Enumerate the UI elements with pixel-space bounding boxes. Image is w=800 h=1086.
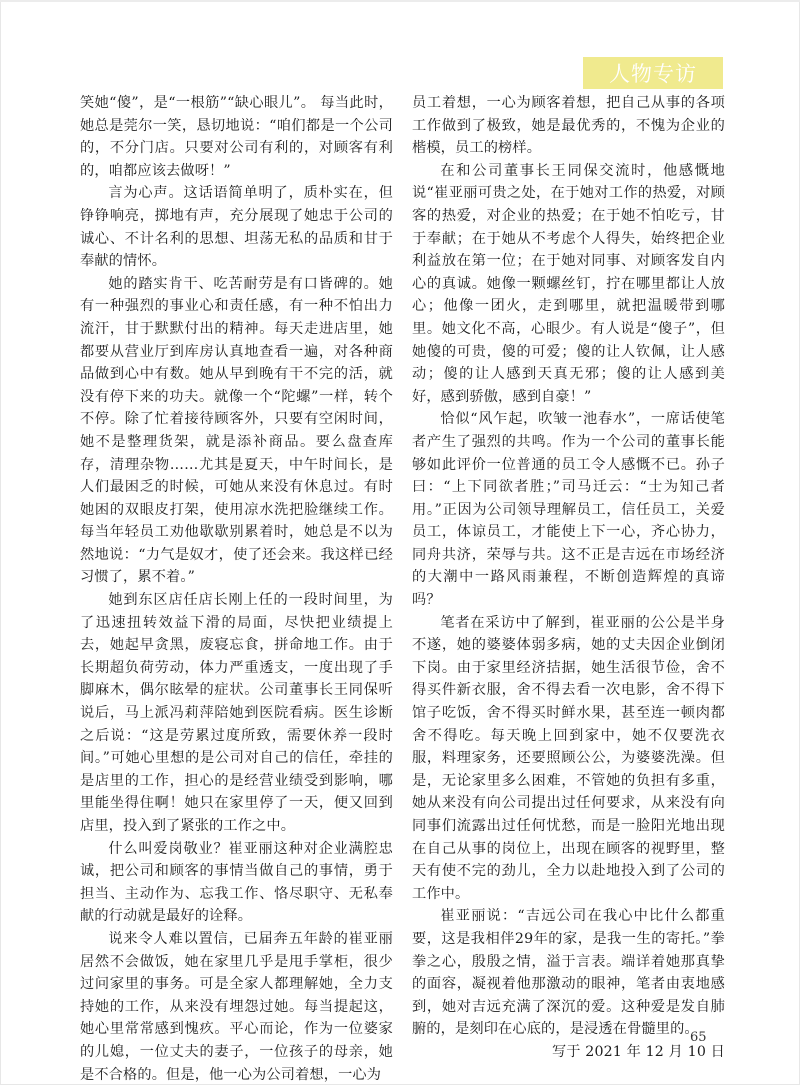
body-paragraph: 她到东区店任店长刚上任的一段时间里，为了迅速扭转效益下滑的局面，尽快把业绩提上去，她起早贪黑，废寝忘食，拼命地工作。由于长期超负荷劳动，体力严重透支，一度出现了手脚麻木，偶尔眩晕的症状。公司董事长王同保听说后，马上派冯莉萍陪她到医院看病。医生诊断之后说：“这是劳累过度所致，需要休养一段时间。”可她心里想的是公司对自己的信任，牵挂的是店里的工作，担心的是经营业绩受到影响，哪里能坐得住啊！她只在家里停了一天，便又回到店里，投入到了紧张的工作之中。 (80, 592, 393, 834)
body-paragraph: 说来令人难以置信，已届奔五年龄的崔亚丽居然不会做饭，她在家里几乎是甩手掌柜，很少过问家里的事务。可是全家人都理解她，全力支持她的工作，从来没有埋怨过她。每当提起这，她心里常常感到愧疚。平心而论，作为一位婆家的儿媳，一位丈夫的妻子，一位孩子的母亲，她是不合格的。但是，他一心为公司着想，一心为 (80, 930, 393, 1083)
section-tag-label: 人物专访 (609, 62, 697, 86)
signoff-date: 写于 2021 年 12 月 10 日 (551, 1043, 725, 1060)
body-paragraph: 恰似“风乍起，吹皱一池春水”，一席话使笔者产生了强烈的共鸣。作为一个公司的董事长能够如此评价一位普通的员工令人感慨不已。孙子曰：“上下同欲者胜；”司马迁云：“士为知己者用。”正因为公司领导理解员工，信任员工，关爱员工，体谅员工，才能使上下一心，齐心协力，同舟共济，荣辱与共。这不正是吉远在市场经济的大潮中一路风雨兼程，不断创造辉煌的真谛吗？ (412, 411, 725, 609)
right-column (412, 92, 725, 1064)
section-tag (583, 57, 723, 89)
body-paragraph: 崔亚丽说：“吉远公司在我心中比什么都重要，这是我相伴29年的家，是我一生的寄托。”拳拳之心，殷殷之情，溢于言表。端详着她那真挚的面容，凝视着他那激动的眼神，笔者由衷地感到，她对吉远充满了深沉的爱。这种爱是发自肺腑的，是刻印在心底的，是浸透在骨髓里的。 (412, 908, 725, 1038)
page-number: 65 (690, 1030, 707, 1045)
body-paragraph: 笑她“傻”，是“一根筋”“缺心眼儿”。 每当此时，她总是莞尔一笑，恳切地说：“咱们都是一个公司的，不分门店。只要对公司有利的，对顾客有利的，咱都应该去做呀！” (80, 95, 393, 179)
left-column (80, 92, 393, 1086)
body-paragraph: 员工着想，一心为顾客着想，把自己从事的各项工作做到了极致，她是最优秀的，不愧为企业的楷模，员工的榜样。 (412, 95, 725, 157)
body-paragraph: 在和公司董事长王同保交流时，他感慨地说“崔亚丽可贵之处，在于她对工作的热爱，对顾客的热爱，对企业的热爱；在于她不怕吃亏，甘于奉献；在于她从不考虑个人得失，始终把企业利益放在第一位；在于她对同事、对顾客发自内心的真诚。她像一颗螺丝钉，拧在哪里都让人放心；他像一团火，走到哪里，就把温暖带到哪里。她文化不高，心眼少。有人说是“傻子”，但她傻的可贵，傻的可爱；傻的让人钦佩，让人感动；傻的让人感到天真无邪；傻的让人感到美好，感到骄傲，感到自豪！” (412, 162, 725, 405)
body-paragraph: 什么叫爱岗敬业？崔亚丽这种对企业满腔忠诚，把公司和顾客的事情当做自己的事情，勇于担当、主动作为、忘我工作、恪尽职守、无私奉献的行动就是最好的诠释。 (80, 840, 393, 925)
body-paragraph: 言为心声。这话语简单明了，质朴实在，但铮铮响亮，掷地有声，充分展现了她忠于公司的诚心、不计名利的思想、坦荡无私的品质和甘于奉献的情怀。 (80, 185, 393, 270)
body-paragraph: 她的踏实肯干、吃苦耐劳是有口皆碑的。她有一种强烈的事业心和责任感，有一种不怕出力流汗，甘于默默付出的精神。每天走进店里，她都要从营业厅到库房认真地查看一遍，对各种商品做到心中有数。她从早到晚有干不完的活，就没有停下来的功夫。就像一个“陀螺”一样，转个不停。除了忙着接待顾客外，只要有空闲时间，她不是整理货架，就是添补商品。要么盘查库存，清理杂物……尤其是夏天，中午时间长，是人们最困乏的时候，可她从来没有休息过。有时她困的双眼皮打架，使用凉水洗把脸继续工作。每当年轻员工劝他歇歇别累着时，她总是不以为然地说：“力气是奴才，使了还会来。我这样已经习惯了，累不着。” (80, 275, 393, 586)
top-rule (0, 0, 800, 2)
body-paragraph: 笔者在采访中了解到，崔亚丽的公公是半身不遂，她的婆婆体弱多病，她的丈夫因企业倒闭下岗。由于家里经济拮据，她生活很节俭，舍不得买件新衣服，舍不得去看一次电影，舍不得下馆子吃饭，舍不得买时鲜水果，甚至连一顿肉都舍不得吃。每天晚上回到家中，她不仅要洗衣服，料理家务，还要照顾公公，为婆婆洗澡。但是，无论家里多么困难，不管她的负担有多重，她从来没有向公司提出过任何要求，从来没有向同事们流露出过任何忧愁，而是一脸阳光地出现在自己从事的岗位上，出现在顾客的视野里，整天有使不完的劲儿，全力以赴地投入到了公司的工作中。 (412, 614, 725, 902)
